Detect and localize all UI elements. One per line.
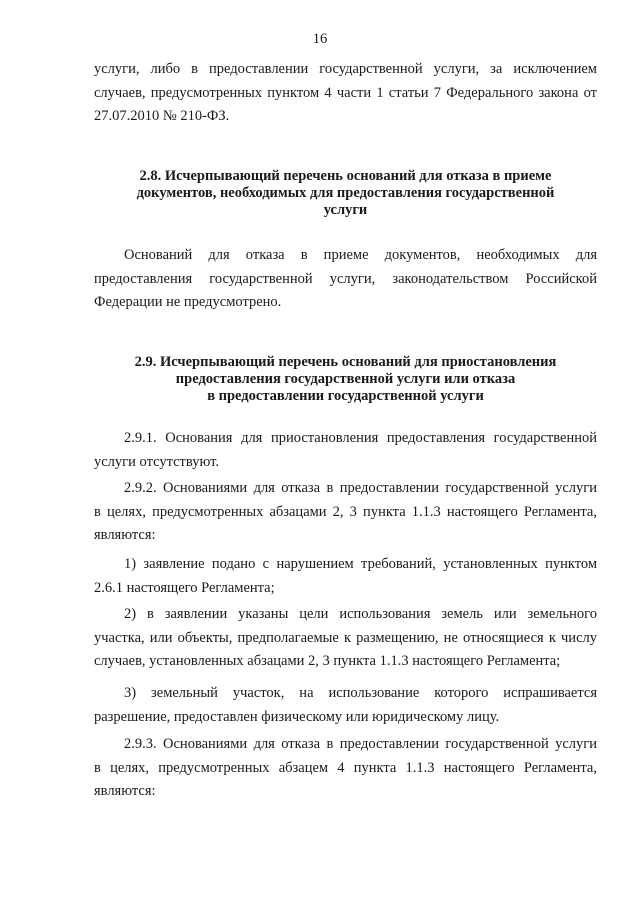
list-item-3 (94, 682, 597, 729)
text-line: являются: (94, 783, 156, 799)
text-line: Федерации не предусмотрено. (94, 294, 282, 310)
text-line: 2) в заявлении указаны цели использования земель или земельного (124, 606, 597, 622)
text-line: 2.9.3. Основаниями для отказа в предоставлении государственной услуги (124, 736, 597, 752)
text-line: 27.07.2010 № 210-ФЗ. (94, 108, 230, 124)
text-line: 1) заявление подано с нарушением требований, установленных пунктом (124, 556, 597, 572)
text-line: в целях, предусмотренных абзацами 2, 3 пункта 1.1.3 настоящего Регламента, (94, 503, 597, 520)
text-line: случаев, установленных абзацами 2, 3 пункта 1.1.3 настоящего Регламента; (94, 653, 561, 669)
paragraph-2-9-1 (94, 427, 597, 474)
text-line: случаев, предусмотренных пунктом 4 части 1 статьи 7 Федерального закона от (94, 84, 597, 101)
text-line: разрешение, предоставлен физическому или юридическому лицу. (94, 708, 500, 725)
heading-line: документов, необходимых для предоставления государственной (136, 185, 555, 201)
text-line: являются: (94, 527, 156, 543)
paragraph-2-9-3 (94, 733, 597, 804)
section-2-8-heading (94, 168, 597, 219)
list-item-2 (94, 603, 597, 674)
section-2-8-paragraph (94, 244, 597, 315)
heading-line: предоставления государственной услуги или отказа (175, 371, 516, 387)
list-item-1 (94, 553, 597, 600)
text-line: услуги, либо в предоставлении государственной услуги, за исключением (94, 61, 597, 77)
text-line: Оснований для отказа в приеме документов, необходимых для (124, 247, 597, 263)
text-line: участка, или объекты, предполагаемые к размещению, не относящиеся к числу (94, 629, 597, 646)
text-line: 3) земельный участок, на использование которого испрашивается (124, 685, 597, 701)
heading-line: 2.8. Исчерпывающий перечень оснований для отказа в приеме (139, 168, 552, 184)
text-line: в целях, предусмотренных абзацем 4 пункта 1.1.3 настоящего Регламента, (94, 759, 597, 776)
page-number: 16 (312, 31, 328, 47)
text-line: услуги отсутствуют. (94, 453, 219, 470)
heading-line: услуги (323, 202, 368, 218)
continuation-paragraph (94, 58, 597, 129)
text-line: 2.9.1. Основания для приостановления предоставления государственной (124, 430, 597, 446)
heading-line: в предоставлении государственной услуги (207, 388, 484, 404)
text-line: 2.9.2. Основаниями для отказа в предоставлении государственной услуги (124, 480, 597, 496)
text-line: предоставления государственной услуги, законодательством Российской (94, 270, 597, 287)
paragraph-2-9-2 (94, 477, 597, 548)
section-2-9-heading (94, 354, 597, 405)
text-line: 2.6.1 настоящего Регламента; (94, 579, 275, 596)
heading-line: 2.9. Исчерпывающий перечень оснований для приостановления (134, 354, 557, 370)
